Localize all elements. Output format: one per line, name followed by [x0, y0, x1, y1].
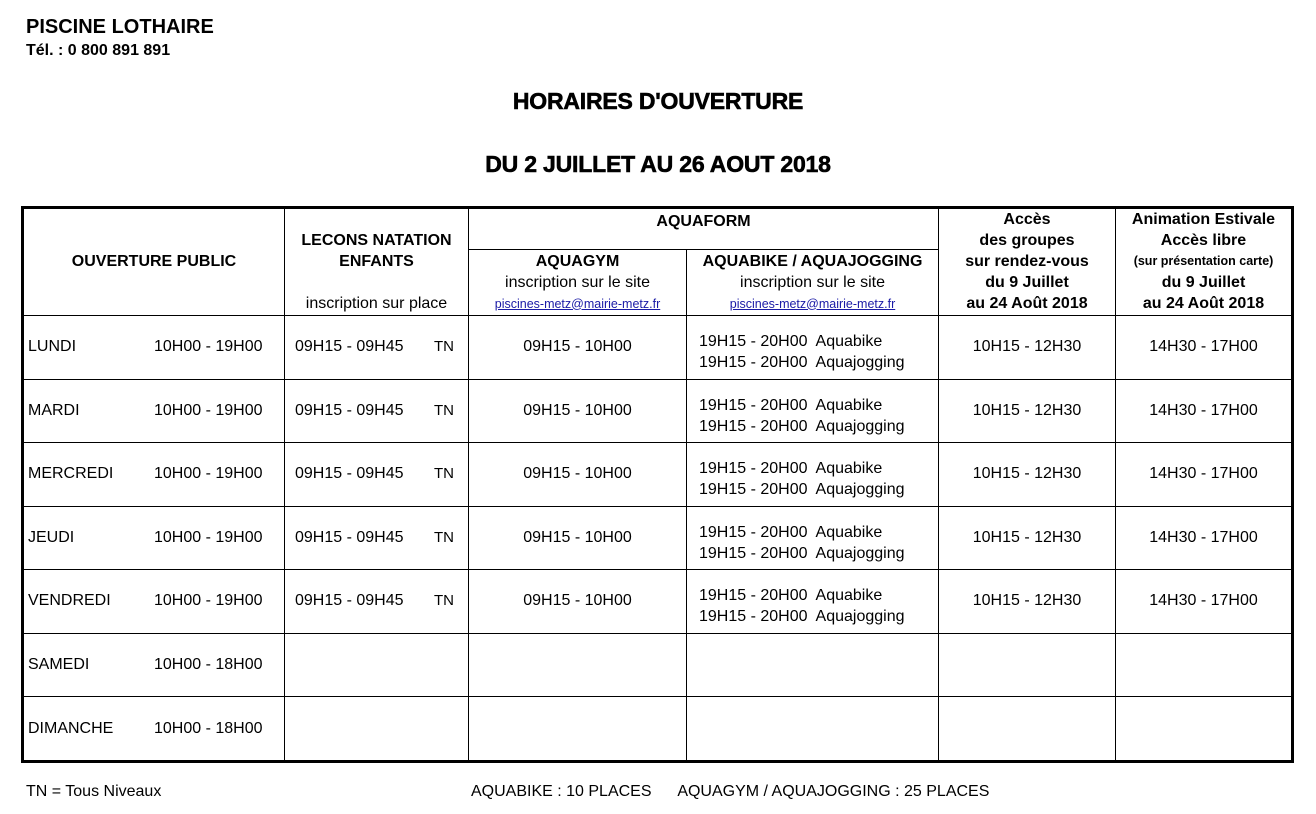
- footer-legend: TN = Tous Niveaux: [26, 783, 162, 800]
- page-subtitle: DU 2 JUILLET AU 26 AOUT 2018: [485, 151, 831, 177]
- day-label: MARDI: [28, 401, 80, 419]
- page-title: HORAIRES D'OUVERTURE: [512, 88, 804, 114]
- empty-cell: [939, 633, 1116, 697]
- public-hours: 10H00 - 19H00: [154, 465, 263, 483]
- animation-hours: 14H30 - 17H00: [1116, 315, 1293, 379]
- day-label: SAMEDI: [28, 656, 90, 674]
- header-aquagym: AQUAGYM inscription sur le site piscines-metz@mairie-metz.fr: [469, 250, 687, 316]
- aquagym-hours: 09H15 - 10H00: [469, 379, 687, 443]
- animation-hours: 14H30 - 17H00: [1116, 443, 1293, 507]
- empty-cell: [1116, 633, 1293, 697]
- public-hours: 10H00 - 19H00: [154, 338, 263, 356]
- day-label: JEUDI: [28, 528, 75, 546]
- aquabike-hours: 19H15 - 20H00 Aquabike 19H15 - 20H00 Aquajogging: [699, 396, 905, 435]
- aquagym-hours: 09H15 - 10H00: [469, 443, 687, 507]
- table-row: [23, 697, 1293, 762]
- header-animation: Animation Estivale Accès libre (sur présentation carte) du 9 Juillet au 24 Août 2018: [1116, 208, 1293, 316]
- animation-hours: 14H30 - 17H00: [1116, 379, 1293, 443]
- animation-hours: 14H30 - 17H00: [1116, 570, 1293, 634]
- group-hours: 10H15 - 12H30: [939, 570, 1116, 634]
- animation-hours: 14H30 - 17H00: [1116, 506, 1293, 570]
- aquabike-hours: 19H15 - 20H00 Aquabike 19H15 - 20H00 Aquajogging: [699, 460, 905, 499]
- public-hours: 10H00 - 18H00: [154, 656, 263, 674]
- schedule-table: [21, 206, 1294, 763]
- header-groups: Accès des groupes sur rendez-vous du 9 Juillet au 24 Août 2018: [939, 208, 1116, 316]
- empty-cell: [285, 697, 469, 762]
- table-header-row: [23, 208, 1293, 250]
- table-row: [23, 443, 1293, 507]
- lesson-hours: 09H15 - 09H45: [295, 592, 404, 610]
- empty-cell: [687, 697, 939, 762]
- group-hours: 10H15 - 12H30: [939, 506, 1116, 570]
- empty-cell: [939, 697, 1116, 762]
- aquagym-hours: 09H15 - 10H00: [469, 570, 687, 634]
- level-badge: TN: [434, 592, 454, 610]
- header-lessons: LECONS NATATION ENFANTS inscription sur place: [285, 208, 469, 316]
- aquagym-email-link[interactable]: piscines-metz@mairie-metz.fr: [494, 296, 661, 311]
- aquabike-hours: 19H15 - 20H00 Aquabike 19H15 - 20H00 Aquajogging: [699, 587, 905, 626]
- table-row: [23, 570, 1293, 634]
- empty-cell: [469, 697, 687, 762]
- public-hours: 10H00 - 19H00: [154, 401, 263, 419]
- level-badge: TN: [434, 528, 454, 546]
- group-hours: 10H15 - 12H30: [939, 379, 1116, 443]
- lesson-hours: 09H15 - 09H45: [295, 401, 404, 419]
- day-label: LUNDI: [28, 338, 77, 356]
- aquabike-email-link[interactable]: piscines-metz@mairie-metz.fr: [729, 296, 896, 311]
- header-aquabike: AQUABIKE / AQUAJOGGING inscription sur le site piscines-metz@mairie-metz.fr: [687, 250, 939, 316]
- public-hours: 10H00 - 18H00: [154, 719, 263, 737]
- aquagym-hours: 09H15 - 10H00: [469, 506, 687, 570]
- aquagym-hours: 09H15 - 10H00: [469, 315, 687, 379]
- group-hours: 10H15 - 12H30: [939, 443, 1116, 507]
- table-row: [23, 633, 1293, 697]
- lesson-hours: 09H15 - 09H45: [295, 465, 404, 483]
- pool-phone: Tél. : 0 800 891 891: [26, 42, 171, 59]
- aquabike-hours: 19H15 - 20H00 Aquabike 19H15 - 20H00 Aquajogging: [699, 523, 905, 562]
- aquabike-hours: 19H15 - 20H00 Aquabike 19H15 - 20H00 Aquajogging: [699, 333, 905, 372]
- table-row: [23, 506, 1293, 570]
- empty-cell: [1116, 697, 1293, 762]
- empty-cell: [469, 633, 687, 697]
- header-public: OUVERTURE PUBLIC: [23, 208, 285, 316]
- lesson-hours: 09H15 - 09H45: [295, 528, 404, 546]
- day-label: MERCREDI: [28, 465, 114, 483]
- empty-cell: [687, 633, 939, 697]
- public-hours: 10H00 - 19H00: [154, 528, 263, 546]
- public-hours: 10H00 - 19H00: [154, 592, 263, 610]
- day-label: VENDREDI: [28, 592, 111, 610]
- group-hours: 10H15 - 12H30: [939, 315, 1116, 379]
- day-label: DIMANCHE: [28, 719, 114, 737]
- empty-cell: [285, 633, 469, 697]
- level-badge: TN: [434, 401, 454, 419]
- pool-name: PISCINE LOTHAIRE: [26, 16, 214, 38]
- header-aquaform: AQUAFORM: [469, 208, 939, 250]
- table-row: [23, 379, 1293, 443]
- level-badge: TN: [434, 465, 454, 483]
- level-badge: TN: [434, 338, 454, 356]
- lesson-hours: 09H15 - 09H45: [295, 338, 404, 356]
- table-row: [23, 315, 1293, 379]
- footer-places: AQUABIKE : 10 PLACES AQUAGYM / AQUAJOGGING : 25 PLACES: [471, 783, 990, 800]
